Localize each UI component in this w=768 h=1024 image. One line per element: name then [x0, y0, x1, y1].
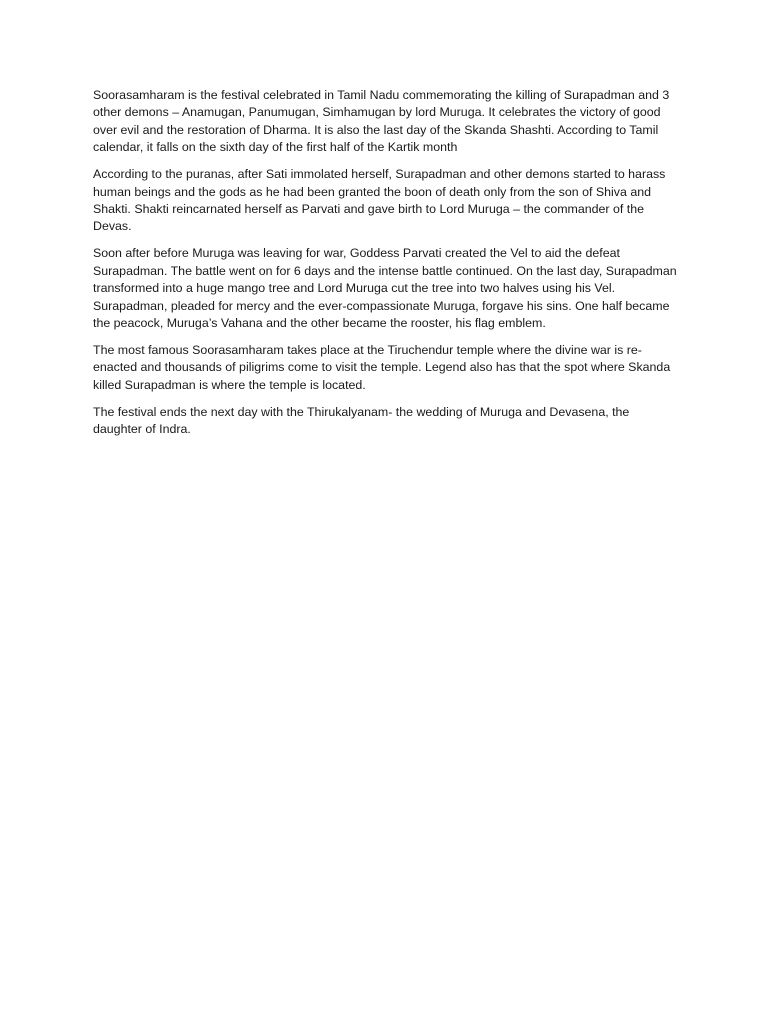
paragraph-thirukalyanam: The festival ends the next day with the Thirukalyanam- the wedding of Muruga and Devasena, the daughter of Indra.: [93, 404, 630, 437]
paragraph-intro: Soorasamharam is the festival celebrated in Tamil Nadu commemorating the killing of Surapadman and 3 other demons – Anamugan, Panumugan, Simhamugan by lord Muruga. It celebrates the victory of good over evil and the restoration of Dharma. It is also the last day of the Skanda Shashti. According to Tamil calendar, it falls on the sixth day of the first half of the Kartik month: [93, 88, 670, 155]
paragraph-tiruchendur: The most famous Soorasamharam takes place at the Tiruchendur temple where the divine war is re-enacted and thousands of piligrims come to visit the temple. Legend also has that the spot where Skanda killed Surapadman is where the temple is located.: [93, 343, 671, 392]
paragraph-puranas: According to the puranas, after Sati immolated herself, Surapadman and other demons started to harass human beings and the gods as he had been granted the boon of death only from the son of Shiva and Shakti. Shakti reincarnated herself as Parvati and gave birth to Lord Muruga – the commander of the Devas.: [93, 167, 666, 234]
document-body: [93, 87, 678, 448]
paragraph-battle: Soon after before Muruga was leaving for war, Goddess Parvati created the Vel to aid the defeat Surapadman. The battle went on for 6 days and the intense battle continued. On the last day, Surapadman transformed into a huge mango tree and Lord Muruga cut the tree into two halves using his Vel. Surapadman, pleaded for mercy and the ever-compassionate Muruga, forgave his sins. One half became the peacock, Muruga’s Vahana and the other became the rooster, his flag emblem.: [93, 246, 677, 331]
